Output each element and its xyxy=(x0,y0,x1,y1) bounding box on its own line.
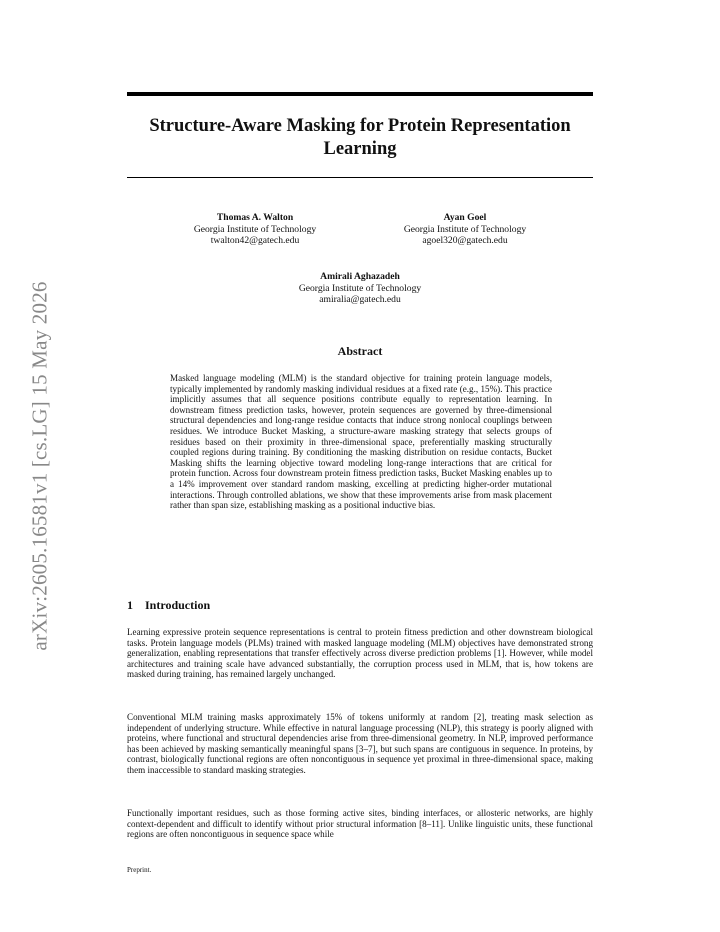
body-paragraph: Conventional MLM training masks approximately 15% of tokens uniformly at random [2], treating mask selection as independent of underlying structure. While effective in natural language processing (NLP), this strategy is poorly aligned with proteins, where functional and structural dependencies arise from three-dimensional geometry. In NLP, improved performance has been achieved by masking semantically meaningful spans [3–7], but such spans are contiguous in sequence. In proteins, by contrast, biologically functional regions are often noncontiguous in sequence yet proximal in three-dimensional space, making them inaccessible to standard masking strategies. xyxy=(127,712,593,775)
author-affiliation: Georgia Institute of Technology xyxy=(193,223,317,235)
arxiv-identifier: arXiv:2605.16581v1 [cs.LG] 15 May 2026 xyxy=(27,281,52,651)
abstract-heading: Abstract xyxy=(337,344,383,358)
body-paragraph: Learning expressive protein sequence representations is central to protein fitness prediction and other downstream biological tasks. Protein language models (PLMs) trained with masked language modeling (MLM) objectives have demonstrated strong generalization, enabling representations that transfer effectively across diverse prediction problems [1]. However, while model architectures and training scale have advanced substantially, the corruption process used in MLM, that is, how tokens are masked during training, has remained largely unchanged. xyxy=(127,627,593,680)
author-name: Ayan Goel xyxy=(443,212,487,223)
footer-note: Preprint. xyxy=(127,866,152,874)
author-email[interactable]: amiralia@gatech.edu xyxy=(319,294,401,305)
author-email[interactable]: twalton42@gatech.edu xyxy=(210,235,300,246)
author-block xyxy=(250,271,470,306)
author-email[interactable]: agoel320@gatech.edu xyxy=(422,235,508,246)
body-paragraph: Functionally important residues, such as those forming active sites, binding interfaces, or allosteric networks, are highly context-dependent and difficult to identify without prior structural information [8–11]. Unlike linguistic units, these functional regions are often noncontiguous in sequence space while xyxy=(127,808,593,840)
author-block xyxy=(145,212,365,247)
abstract-body: Masked language modeling (MLM) is the standard objective for training protein language models, typically implemented by randomly masking individual residues at a fixed rate (e.g., 15%). This practice implicitly assumes that all sequence positions contribute equally to representation learning. In downstream fitness prediction tasks, however, protein sequences are governed by three-dimensional structural dependencies and long-range residue contacts that induce strong nonlocal couplings between residues. We introduce Bucket Masking, a structure-aware masking strategy that selects groups of residues based on their proximity in three-dimensional space, preferentially masking structurally coupled regions during training. By conditioning the masking distribution on residue contacts, Bucket Masking shifts the learning objective toward modeling long-range interactions that are critical for protein function. Across four downstream protein fitness prediction tasks, Bucket Masking enables up to a 14% improvement over standard random masking, excelling at predicting higher-order mutational interactions. Through controlled ablations, we show that these improvements arise from mask placement rather than span size, establishing masking as a positional inductive bias. xyxy=(170,373,552,511)
author-block xyxy=(355,212,575,247)
paper-title: Structure-Aware Masking for Protein Representation Learning xyxy=(149,116,571,159)
section-number: 1 xyxy=(127,598,133,612)
author-affiliation: Georgia Institute of Technology xyxy=(298,282,422,294)
author-name: Amirali Aghazadeh xyxy=(320,271,400,282)
author-name: Thomas A. Walton xyxy=(216,212,294,223)
title-top-rule xyxy=(127,92,593,96)
title-bottom-rule xyxy=(127,177,593,178)
section-heading xyxy=(127,598,593,613)
section-title: Introduction xyxy=(145,598,211,612)
author-affiliation: Georgia Institute of Technology xyxy=(403,223,527,235)
